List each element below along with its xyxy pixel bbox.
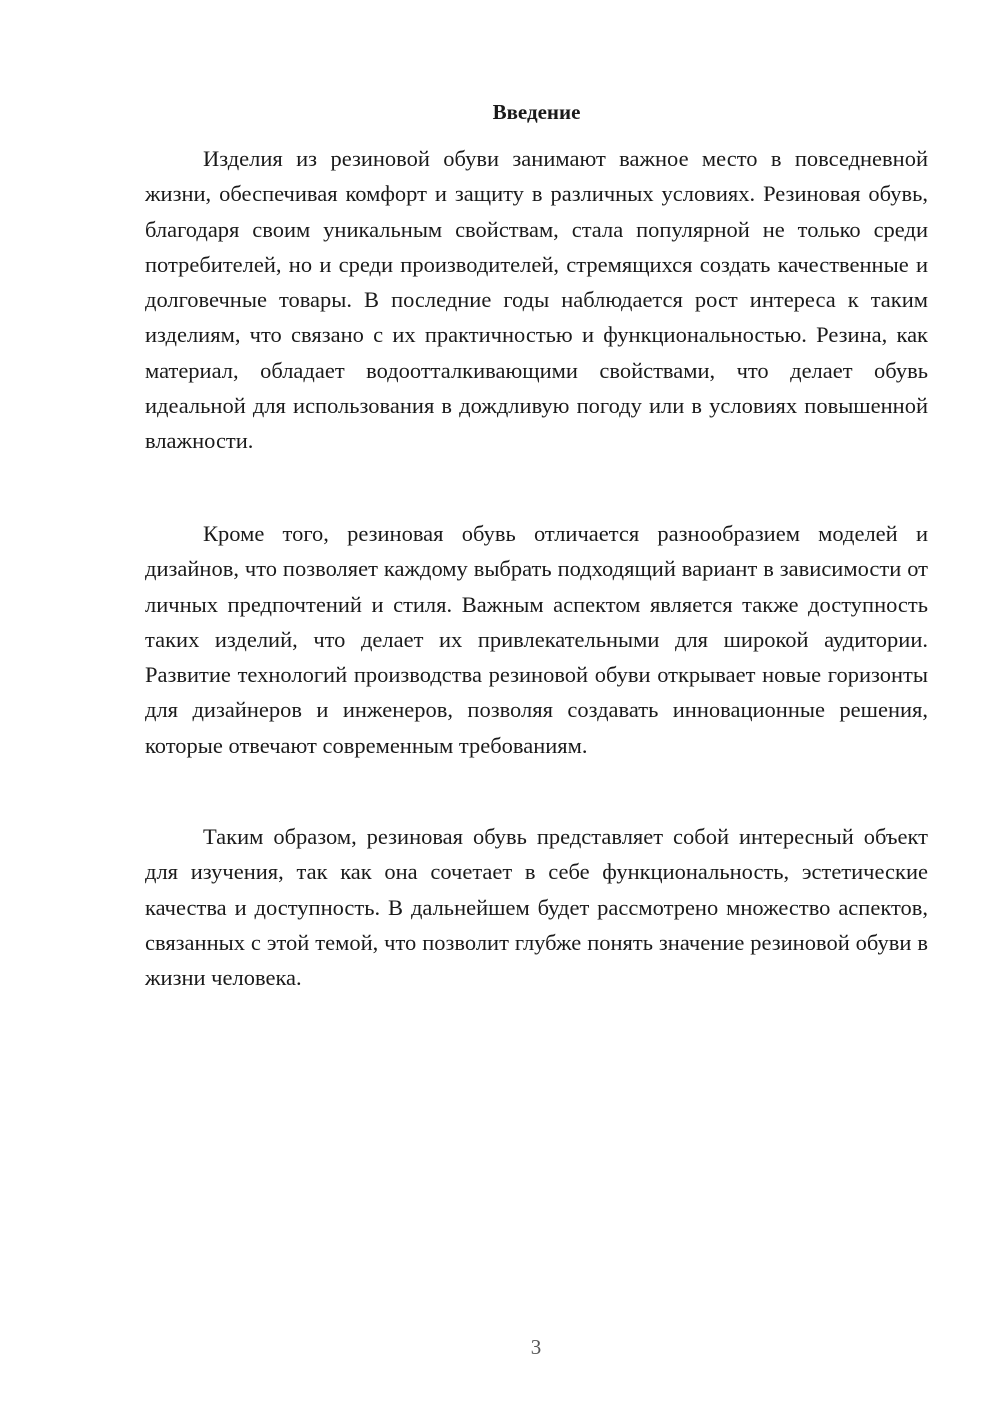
section-title: Введение [492, 100, 581, 124]
paragraph-3: Таким образом, резиновая обувь представляет собой интересный объект для изучения, так как она сочетает в себе функциональность, эстетические качества и доступность. В дальнейшем будет рассмотрено множество аспектов, связанных с этой темой, что позволит глубже понять значение резиновой обуви в жизни человека. [145, 824, 928, 991]
page-number: 3 [530, 1335, 542, 1359]
paragraph-2: Кроме того, резиновая обувь отличается разнообразием моделей и дизайнов, что позволяет каждому выбрать подходящий вариант в зависимости от личных предпочтений и стиля. Важным аспектом является также доступность таких изделий, что делает их привлекательными для широкой аудитории. Развитие технологий производства резиновой обуви открывает новые горизонты для дизайнеров и инженеров, позволяя создавать инновационные решения, которые отвечают современным требованиям. [145, 521, 928, 758]
paragraph-1: Изделия из резиновой обуви занимают важное место в повседневной жизни, обеспечивая комфорт и защиту в различных условиях. Резиновая обувь, благодаря своим уникальным свойствам, стала популярной не только среди потребителей, но и среди производителей, стремящихся создать качественные и долговечные товары. В последние годы наблюдается рост интереса к таким изделиям, что связано с их практичностью и функциональностью. Резина, как материал, обладает водоотталкивающими свойствами, что делает обувь идеальной для использования в дождливую погоду или в условиях повышенной влажности. [145, 146, 928, 454]
